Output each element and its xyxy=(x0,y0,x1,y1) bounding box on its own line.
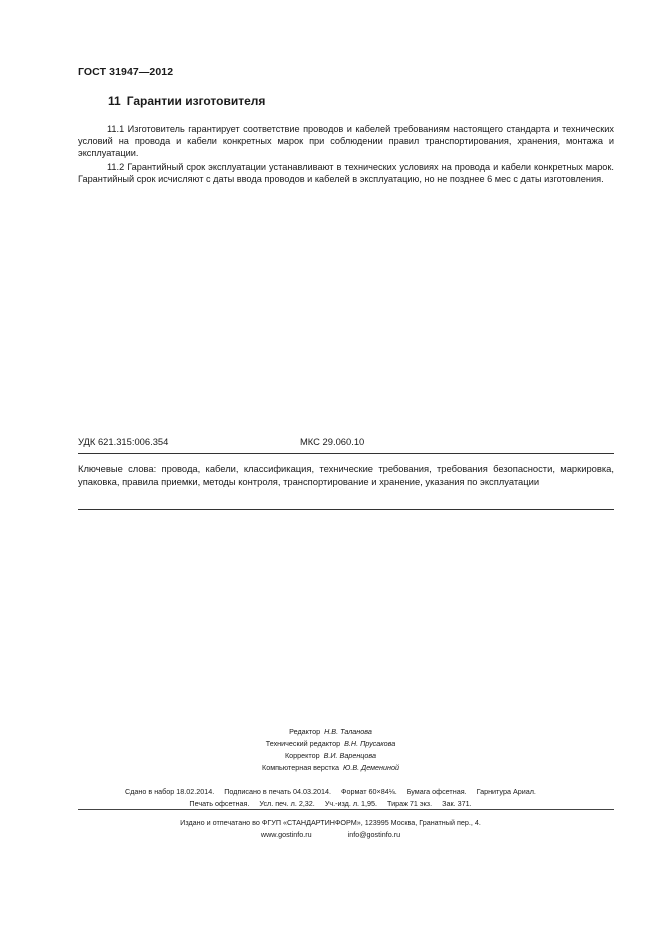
paragraph-text: 11.2 Гарантийный срок эксплуатации устанавливают в технических условиях на провода и кабели конкретных марок. Гарантийный срок исчисляют с даты ввода проводов и кабелей в эксплуатацию, но не позднее 6 мес с даты изготовления. xyxy=(78,162,614,184)
paragraph-11-2 xyxy=(78,162,614,186)
paragraph-text: 11.1 Изготовитель гарантирует соответствие проводов и кабелей требованиям настоящего стандарта и технических условий на провода и кабели конкретных марок при соблюдении правил транспортирования, хранения, монтажа и эксплуатации. xyxy=(78,124,614,158)
credit-editor: Редактор Н.В. Таланова xyxy=(289,727,372,736)
publisher-email: info@gostinfo.ru xyxy=(347,830,401,839)
paragraph-11-1 xyxy=(78,124,614,159)
divider-top xyxy=(78,453,614,454)
print-info-line-1: Сдано в набор 18.02.2014. Подписано в печать 04.03.2014. Формат 60×84⅛. Бумага офсетная. Гарнитура Ариал. xyxy=(125,787,536,796)
divider-bottom xyxy=(78,509,614,510)
credits-block xyxy=(0,726,661,774)
credit-tech-editor: Технический редактор В.Н. Прусакова xyxy=(265,739,396,748)
publisher-website: www.gostinfo.ru xyxy=(260,830,312,839)
section-heading xyxy=(108,94,265,108)
mks-code: МКС 29.060.10 xyxy=(300,436,365,447)
print-info-line-2: Печать офсетная. Усл. печ. л. 2,32. Уч.-изд. л. 1,95. Тираж 71 экз. Зак. 371. xyxy=(189,799,472,808)
udk-code: УДК 621.315:006.354 xyxy=(78,436,169,447)
divider-publisher xyxy=(78,809,614,810)
credit-corrector: Корректор В.И. Варенцова xyxy=(285,751,376,760)
publisher-line: Издано и отпечатано во ФГУП «СТАНДАРТИНФОРМ», 123995 Москва, Гранатный пер., 4. xyxy=(180,818,481,827)
section-number: 11 xyxy=(108,94,121,108)
publisher-contacts xyxy=(0,829,661,841)
print-info xyxy=(0,786,661,810)
standard-number: ГОСТ 31947—2012 xyxy=(78,66,174,78)
section-title: Гарантии изготовителя xyxy=(126,94,266,108)
credit-layout: Компьютерная верстка Ю.В. Демениной xyxy=(262,763,399,772)
keywords: Ключевые слова: провода, кабели, классификация, технические требования, требования безопасности, маркировка, упаковка, правила приемки, методы контроля, транспортирование и хранение, указания по эксплуатации xyxy=(78,463,614,487)
publisher-block xyxy=(0,817,661,841)
